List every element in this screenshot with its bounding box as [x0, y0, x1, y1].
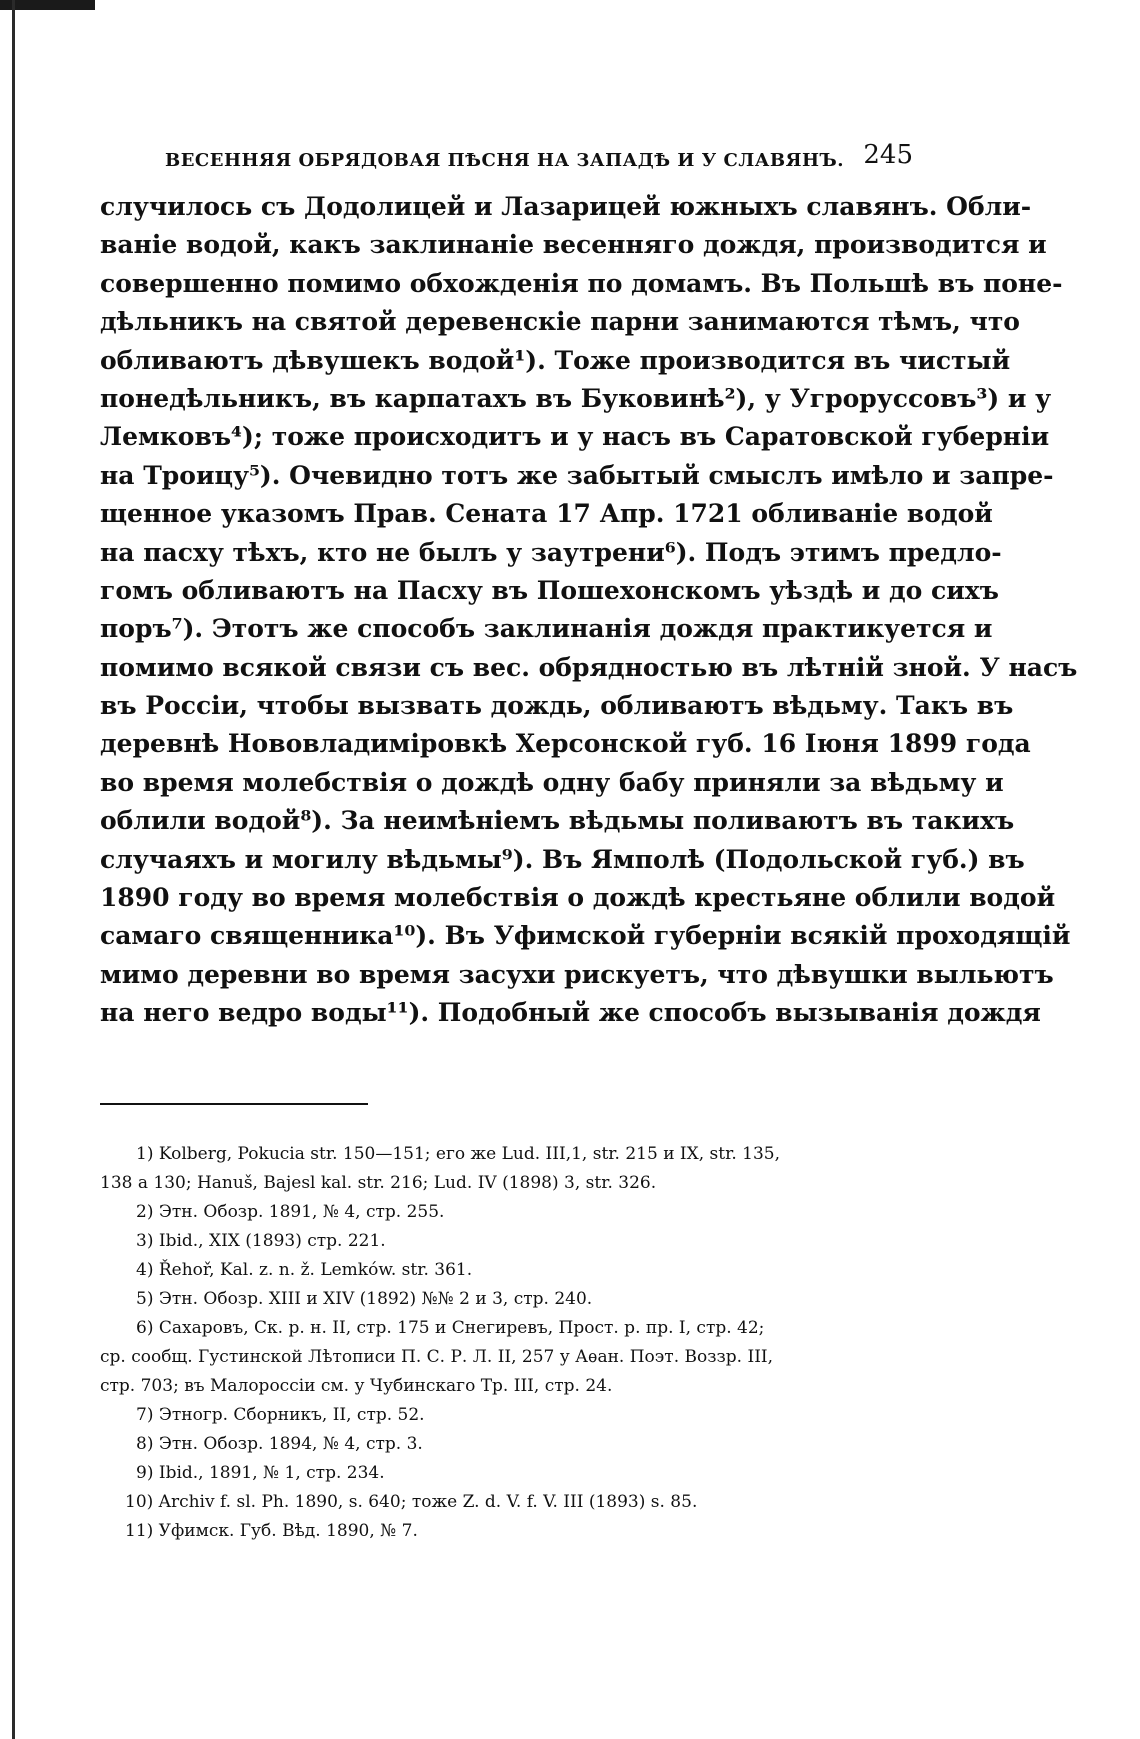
body-line: помимо всякой связи съ вес. обрядностью въ лѣтній зной. У насъ [100, 652, 1078, 682]
footnote-line: стр. 703; въ Малороссіи см. у Чубинскаго Тр. III, стр. 24. [100, 1376, 613, 1396]
footnote-line: 9) Ibid., 1891, № 1, стр. 234. [136, 1463, 385, 1483]
body-line: самаго священника¹⁰). Въ Уфимской губерніи всякій проходящій [100, 921, 1071, 951]
body-line: дѣльникъ на святой деревенскіе парни занимаются тѣмъ, что [100, 307, 1020, 337]
body-line: ваніе водой, какъ заклинаніе весенняго дождя, производится и [100, 230, 1047, 260]
footnote-rule [100, 1103, 368, 1105]
body-line: случилось съ Додолицей и Лазарицей южныхъ славянъ. Обли- [100, 192, 1032, 221]
footnote-line: 138 a 130; Hanuš, Bajesl kal. str. 216; Lud. IV (1898) 3, str. 326. [100, 1173, 657, 1193]
body-line: понедѣльникъ, въ карпатахъ въ Буковинѣ²), у Угроруссовъ³) и у [100, 383, 1052, 413]
body-line: мимо деревни во время засухи рискуетъ, что дѣвушки выльютъ [100, 959, 1054, 989]
running-title: ВЕСЕННЯЯ ОБРЯДОВАЯ ПѢСНЯ НА ЗАПАДѢ И У СЛАВЯНЪ. [165, 150, 844, 171]
body-line: Лемковъ⁴); тоже происходитъ и у насъ въ Саратовской губерніи [100, 422, 1050, 452]
footnote-line: 11) Уфимск. Губ. Вѣд. 1890, № 7. [125, 1521, 418, 1541]
body-line: обливаютъ дѣвушекъ водой¹). Тоже производится въ чистый [100, 345, 1011, 375]
footnote-line: 6) Сахаровъ, Ск. р. н. II, стр. 175 и Снегиревъ, Прост. р. пр. I, стр. 42; [136, 1318, 765, 1338]
body-text [100, 188, 1078, 1033]
body-line: гомъ обливаютъ на Пасху въ Пошехонскомъ уѣздѣ и до сихъ [100, 575, 999, 605]
footnote-line: ср. сообщ. Густинской Лѣтописи П. С. Р. Л. II, 257 у Аѳан. Поэт. Воззр. III, [100, 1347, 774, 1367]
footnotes [100, 1140, 908, 1546]
footnote-line: 3) Ibid., XIX (1893) стр. 221. [136, 1231, 386, 1251]
body-line: совершенно помимо обхожденія по домамъ. Въ Польшѣ въ поне- [100, 268, 1063, 298]
body-line: случаяхъ и могилу вѣдьмы⁹). Въ Ямполѣ (Подольской губ.) въ [100, 844, 1025, 874]
footnote-line: 10) Archiv f. sl. Ph. 1890, s. 640; тоже Z. d. V. f. V. III (1893) s. 85. [125, 1492, 698, 1512]
body-line: щенное указомъ Прав. Сената 17 Апр. 1721 обливаніе водой [100, 499, 993, 529]
body-line: на него ведро воды¹¹). Подобный же способъ вызыванія дождя [100, 998, 1041, 1028]
body-line: облили водой⁸). За неимѣніемъ вѣдьмы поливаютъ въ такихъ [100, 806, 1015, 836]
page-header [105, 140, 913, 182]
page-number: 245 [863, 140, 913, 170]
footnote-line: 5) Этн. Обозр. XIII и XIV (1892) №№ 2 и 3, стр. 240. [136, 1289, 593, 1309]
body-line: на Троицу⁵). Очевидно тотъ же забытый смыслъ имѣло и запре- [100, 460, 1054, 490]
scan-edge-left [12, 0, 15, 1739]
body-line: на пасху тѣхъ, кто не былъ у заутрени⁶). Подъ этимъ предло- [100, 537, 1002, 567]
body-line: въ Россіи, чтобы вызвать дождь, обливаютъ вѣдьму. Такъ въ [100, 691, 1014, 721]
footnote-line: 8) Этн. Обозр. 1894, № 4, стр. 3. [136, 1434, 423, 1454]
footnote-line: 2) Этн. Обозр. 1891, № 4, стр. 255. [136, 1202, 445, 1222]
body-line: деревнѣ Нововладиміровкѣ Херсонской губ. 16 Іюня 1899 года [100, 729, 1031, 759]
footnote-line: 7) Этногр. Сборникъ, II, стр. 52. [136, 1405, 425, 1425]
body-line: 1890 году во время молебствія о дождѣ крестьяне облили водой [100, 883, 1056, 913]
footnote-line: 1) Kolberg, Pokucia str. 150—151; его же Lud. III,1, str. 215 и IX, str. 135, [136, 1144, 781, 1164]
body-line: поръ⁷). Этотъ же способъ заклинанія дождя практикуется и [100, 614, 993, 644]
body-line: во время молебствія о дождѣ одну бабу приняли за вѣдьму и [100, 767, 1004, 797]
footnote-line: 4) Řehoř, Kal. z. n. ž. Lemków. str. 361. [136, 1260, 473, 1280]
